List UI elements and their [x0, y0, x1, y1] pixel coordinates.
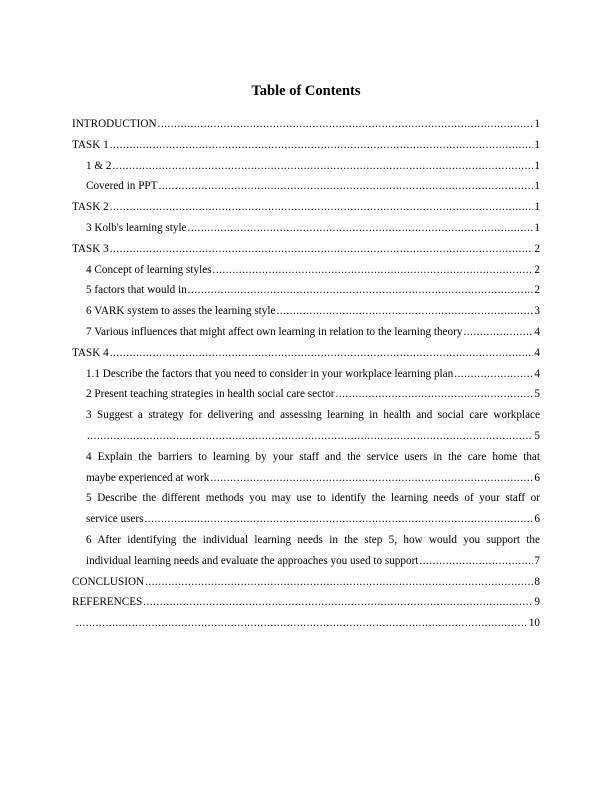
dot-leader [143, 592, 533, 613]
toc-entry-label: maybe experienced at work [86, 471, 210, 484]
toc-entry-task-1[interactable] [72, 135, 540, 156]
toc-entry-support-needs[interactable] [72, 530, 540, 572]
toc-page-number: 7 [534, 554, 540, 567]
toc-entry-1-and-2[interactable] [72, 156, 540, 177]
toc-entry-covered-in-ppt[interactable] [72, 176, 540, 197]
dot-leader [158, 176, 533, 197]
toc-entry-label: 4 Concept of learning styles [86, 263, 212, 276]
toc-entry-various-influences[interactable] [72, 322, 540, 343]
dot-leader [210, 468, 533, 489]
toc-entry-label-line1: 5 Describe the different methods you may use to identify the learning needs of your staff or [86, 492, 540, 505]
toc-page-number: 4 [534, 325, 540, 338]
toc-entry-label: 1 & 2 [86, 159, 112, 172]
toc-entry-label: REFERENCES [72, 596, 143, 609]
dot-leader [419, 551, 533, 572]
toc-entry-label: 7 Various influences that might affect own learning in relation to the learning theory [86, 325, 463, 338]
dot-leader [454, 364, 533, 385]
toc-page-number: 4 [534, 346, 540, 359]
dot-leader [145, 572, 533, 593]
toc-entry-label [72, 613, 75, 634]
toc-entry-label: individual learning needs and evaluate the approaches you used to support [86, 554, 419, 567]
toc-entry-label: 6 VARK system to asses the learning style [86, 305, 276, 318]
toc-entry-strategy-delivering[interactable] [72, 405, 540, 447]
dot-leader [76, 613, 528, 634]
toc-page-number: 10 [528, 617, 540, 630]
toc-entry-label: TASK 3 [72, 242, 109, 255]
toc-page-number: 8 [534, 575, 540, 588]
toc-page-number: 6 [534, 471, 540, 484]
toc-entry-label: 5 factors that would in [86, 284, 187, 297]
toc-page-number: 1 [534, 118, 540, 130]
dot-leader [188, 280, 534, 301]
toc-entry-label-line1: 4 Explain the barriers to learning by your staff and the service users in the care home that [86, 450, 540, 463]
dot-leader [144, 509, 533, 530]
dot-leader [188, 218, 534, 239]
toc-entry-label: TASK 2 [72, 201, 109, 214]
dot-leader [276, 301, 533, 322]
toc-page-number: 9 [534, 596, 540, 609]
dot-leader [158, 114, 534, 135]
toc-entry-label: service users [86, 513, 144, 526]
toc-entry-label-line1: 3 Suggest a strategy for delivering and assessing learning in health and social care workplace [86, 409, 540, 422]
toc-entry-learning-styles[interactable] [72, 260, 540, 281]
toc-entry-kolb[interactable] [72, 218, 540, 239]
dot-leader [463, 322, 533, 343]
toc-page-number: 1 [534, 201, 540, 214]
toc-page-number: 2 [534, 284, 540, 297]
dot-leader [110, 239, 534, 260]
toc-entry-conclusion[interactable] [72, 572, 540, 593]
toc-entry-references[interactable] [72, 592, 540, 613]
toc-entry-introduction[interactable] [72, 114, 540, 135]
toc-entry-label: INTRODUCTION [72, 118, 157, 130]
toc-page-number: 5 [534, 429, 540, 442]
toc-page-number: 1 [534, 138, 540, 151]
dot-leader [112, 156, 533, 177]
dot-leader [336, 384, 534, 405]
toc-entry-label: Covered in PPT [86, 180, 158, 193]
toc-page-number: 1 [534, 180, 540, 193]
toc-entry-label: TASK 1 [72, 138, 109, 151]
toc-page-number: 4 [534, 367, 540, 380]
toc-entry-teaching-strategies[interactable] [72, 384, 540, 405]
toc-page-number: 1 [534, 159, 540, 172]
table-of-contents [72, 114, 540, 634]
toc-entry-label: CONCLUSION [72, 575, 145, 588]
page-title: Table of Contents [251, 83, 361, 99]
toc-entry-task-2[interactable] [72, 197, 540, 218]
dot-leader [87, 426, 533, 447]
toc-page-number: 1 [534, 221, 540, 234]
toc-entry-5-factors[interactable] [72, 280, 540, 301]
toc-entry-barriers[interactable] [72, 447, 540, 489]
toc-entry-label: TASK 4 [72, 346, 109, 359]
toc-entry-label: 2 Present teaching strategies in health social care sector [86, 388, 335, 401]
toc-entry-label: 1.1 Describe the factors that you need to consider in your workplace learning plan [86, 367, 454, 380]
toc-entry-untitled[interactable] [72, 613, 540, 634]
toc-page-number: 6 [534, 513, 540, 526]
toc-entry-label: 3 Kolb's learning style [86, 221, 187, 234]
toc-page-number: 2 [534, 263, 540, 276]
toc-page-number: 5 [534, 388, 540, 401]
toc-entry-methods[interactable] [72, 488, 540, 530]
dot-leader [110, 343, 534, 364]
toc-entry-1-1-factors[interactable] [72, 364, 540, 385]
dot-leader [110, 135, 534, 156]
toc-entry-task-3[interactable] [72, 239, 540, 260]
dot-leader [213, 260, 534, 281]
toc-entry-vark[interactable] [72, 301, 540, 322]
dot-leader [110, 197, 534, 218]
toc-page-number: 2 [534, 242, 540, 255]
toc-entry-task-4[interactable] [72, 343, 540, 364]
toc-entry-label-line1: 6 After identifying the individual learning needs in the step 5, how would you support the [86, 533, 540, 546]
toc-page-number: 3 [534, 305, 540, 318]
